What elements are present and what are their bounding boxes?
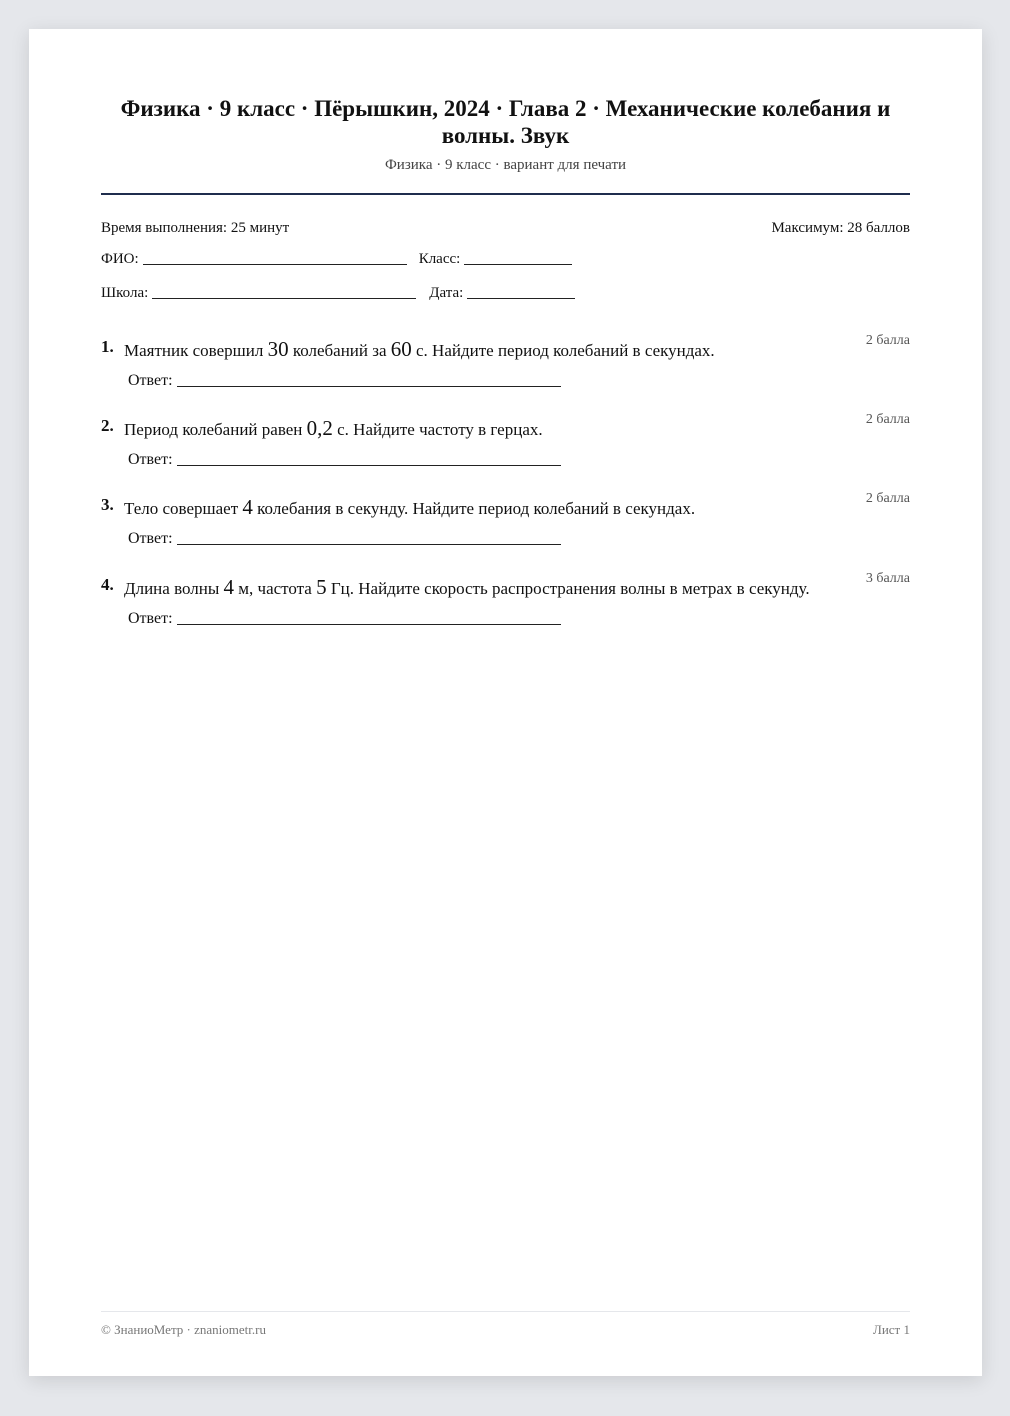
math-value: 60: [390, 337, 412, 361]
text-part: Тело совершает: [124, 499, 243, 518]
class-label: Класс:: [418, 251, 461, 267]
answer-field[interactable]: [177, 543, 561, 545]
header-divider: [101, 193, 910, 195]
max-score: Максимум: 28 баллов: [771, 220, 910, 236]
text-part: Маятник совершил: [124, 341, 268, 360]
fio-class-row: [101, 251, 572, 268]
answer-field[interactable]: [177, 385, 561, 387]
question-number: 4.: [101, 575, 114, 594]
page-number: Лист 1: [873, 1322, 910, 1337]
question-text: [124, 337, 715, 362]
question-text: [124, 495, 695, 520]
page-footer: [101, 1322, 910, 1338]
question-number: 2.: [101, 416, 114, 435]
date-label: Дата:: [429, 285, 464, 301]
math-value: 0,2: [306, 416, 333, 440]
answer-row: [128, 451, 561, 469]
fio-label: ФИО:: [101, 251, 139, 267]
text-part: с. Найдите период колебаний в секундах.: [411, 341, 715, 360]
question-points: 2 балла: [865, 412, 910, 427]
math-value: 4: [242, 495, 253, 519]
answer-label: Ответ:: [128, 530, 173, 547]
answer-field[interactable]: [177, 464, 561, 466]
question-text: [124, 575, 810, 600]
question-points: 3 балла: [865, 571, 910, 586]
answer-label: Ответ:: [128, 372, 173, 389]
text-part: Период колебаний равен: [124, 420, 307, 439]
footer-divider: [101, 1311, 910, 1312]
question-points: 2 балла: [865, 491, 910, 506]
page-content: [101, 29, 910, 1376]
question-number: 3.: [101, 495, 114, 514]
question-number: 1.: [101, 337, 114, 356]
text-part: м, частота: [234, 579, 317, 598]
fio-field[interactable]: [143, 263, 407, 265]
meta-row: [101, 220, 910, 237]
worksheet-page: [29, 29, 982, 1376]
school-label: Школа:: [101, 285, 149, 301]
math-value: 30: [267, 337, 289, 361]
time-limit: Время выполнения: 25 минут: [101, 220, 290, 236]
page-subtitle: Физика · 9 класс · вариант для печати: [384, 157, 627, 173]
page-title: Физика · 9 класс · Пёрышкин, 2024 · Глава 2 · Механические колебания и волны. Звук: [120, 96, 891, 148]
text-part: Длина волны: [124, 579, 224, 598]
answer-row: [128, 372, 561, 390]
answer-label: Ответ:: [128, 610, 173, 627]
text-part: с. Найдите частоту в герцах.: [332, 420, 543, 439]
math-value: 4: [223, 575, 235, 599]
text-part: колебаний за: [288, 341, 391, 360]
footer-copyright: © ЗнаниоМетр · znaniometr.ru: [101, 1322, 266, 1337]
text-part: колебания в секунду. Найдите период колебаний в секундах.: [252, 499, 696, 518]
question-points: 2 балла: [865, 333, 910, 348]
answer-row: [128, 530, 561, 548]
answer-row: [128, 610, 561, 628]
question-text: [124, 416, 543, 441]
answer-field[interactable]: [177, 623, 561, 625]
school-field[interactable]: [152, 297, 416, 299]
answer-label: Ответ:: [128, 451, 173, 468]
math-value: 5: [316, 575, 327, 599]
date-field[interactable]: [467, 297, 575, 299]
text-part: Гц. Найдите скорость распространения волны в метрах в секунду.: [326, 579, 810, 598]
school-date-row: [101, 285, 575, 302]
class-field[interactable]: [464, 263, 572, 265]
